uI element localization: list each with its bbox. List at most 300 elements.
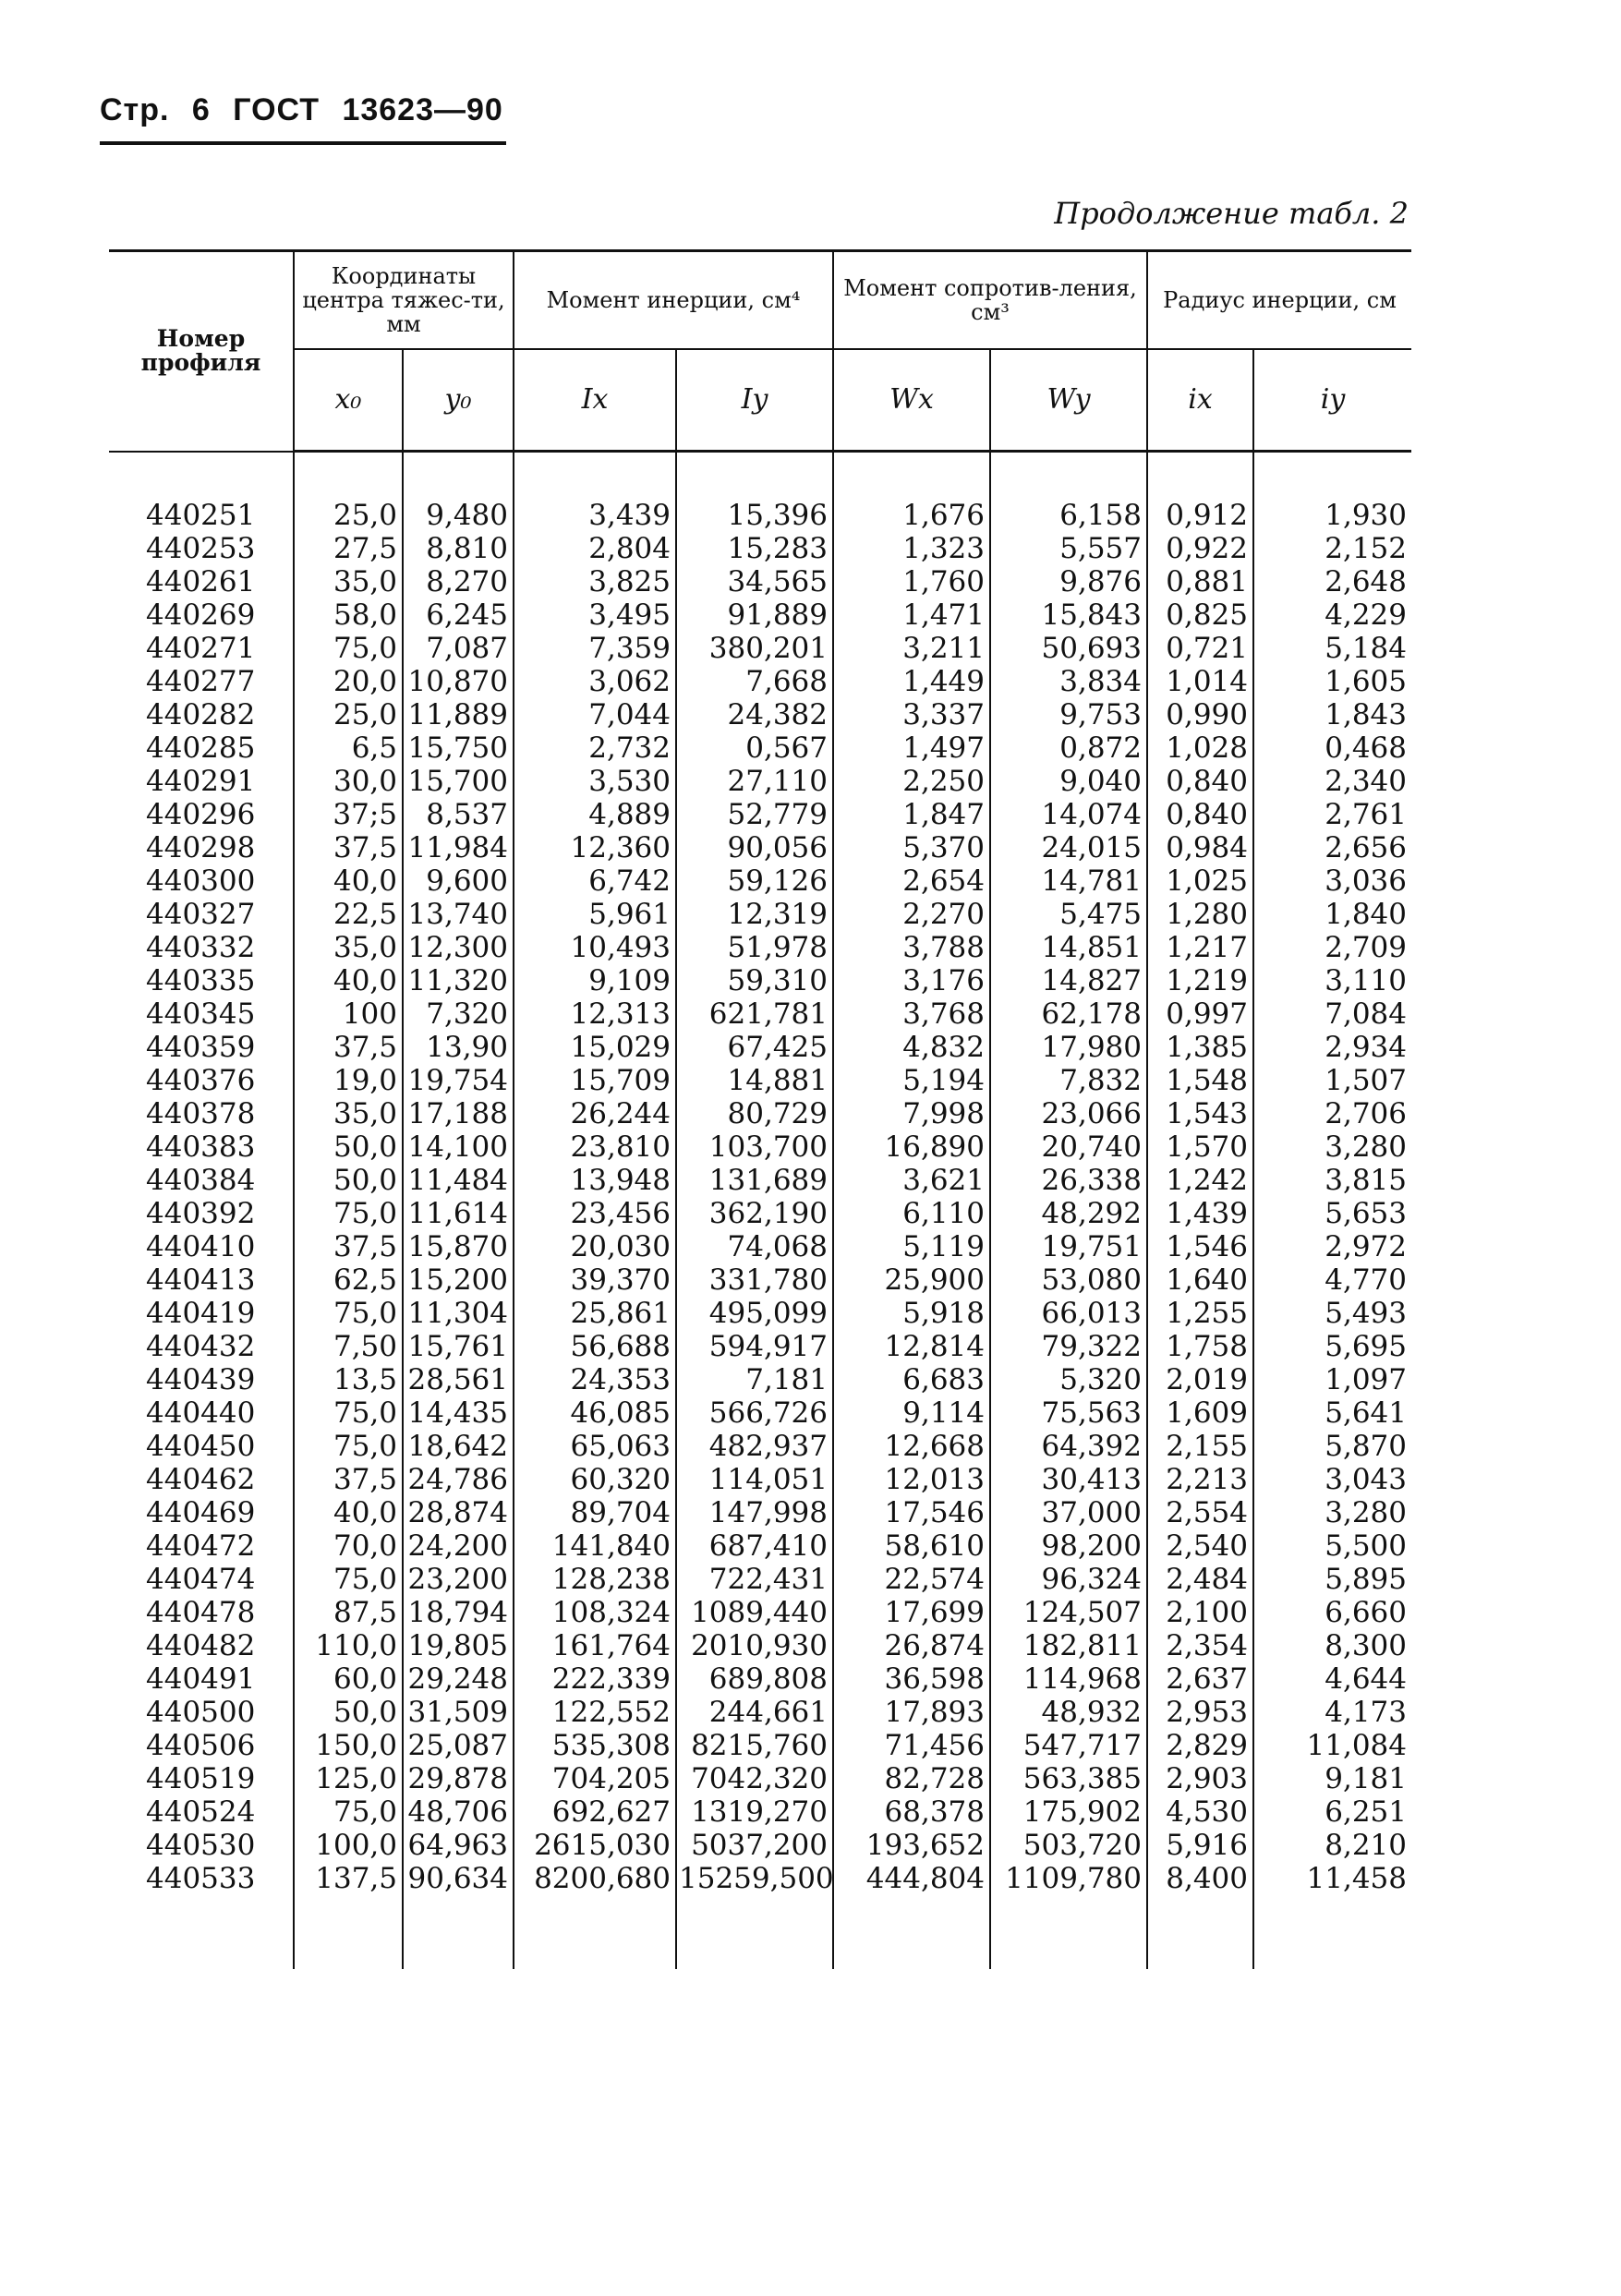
table-row bbox=[109, 1596, 1411, 1629]
value-cell: 331,780 bbox=[676, 1263, 833, 1297]
value-cell: 22,5 bbox=[294, 898, 403, 931]
value-cell: 137,5 bbox=[294, 1862, 403, 1895]
value-cell: 1,097 bbox=[1253, 1363, 1411, 1396]
value-cell: 12,319 bbox=[676, 898, 833, 931]
page-header bbox=[100, 92, 516, 128]
profile-number-cell: 440530 bbox=[146, 1829, 256, 1862]
value-cell: 23,456 bbox=[514, 1197, 676, 1230]
profile-number-cell: 440261 bbox=[146, 565, 256, 598]
spacer-cell bbox=[833, 452, 990, 500]
value-cell: 24,200 bbox=[403, 1529, 514, 1563]
value-cell: 1,507 bbox=[1253, 1064, 1411, 1097]
value-cell: 0,990 bbox=[1147, 698, 1253, 731]
value-cell: 1,242 bbox=[1147, 1164, 1253, 1197]
value-cell: 692,627 bbox=[514, 1795, 676, 1829]
profile-number-cell: 440519 bbox=[146, 1762, 256, 1795]
value-cell: 1,385 bbox=[1147, 1031, 1253, 1064]
value-cell: 7042,320 bbox=[676, 1762, 833, 1795]
spacer-cell bbox=[990, 452, 1147, 500]
value-cell: 15,750 bbox=[403, 731, 514, 765]
profile-number-cell: 440419 bbox=[146, 1297, 256, 1330]
value-cell: 67,425 bbox=[676, 1031, 833, 1064]
value-cell: 20,740 bbox=[990, 1130, 1147, 1164]
value-cell: 6,5 bbox=[294, 731, 403, 765]
spacer-cell bbox=[514, 452, 676, 500]
value-cell: 2,953 bbox=[1147, 1696, 1253, 1729]
value-cell: 125,0 bbox=[294, 1762, 403, 1795]
table-row bbox=[109, 1097, 1411, 1130]
value-cell: 7,359 bbox=[514, 632, 676, 665]
value-cell: 51,978 bbox=[676, 931, 833, 964]
value-cell: 2,354 bbox=[1147, 1629, 1253, 1662]
table-row bbox=[109, 1363, 1411, 1396]
value-cell: 48,292 bbox=[990, 1197, 1147, 1230]
value-cell: 222,339 bbox=[514, 1662, 676, 1696]
value-cell: 5,895 bbox=[1253, 1563, 1411, 1596]
table-spacer-row bbox=[109, 452, 1411, 500]
value-cell: 9,753 bbox=[990, 698, 1147, 731]
value-cell: 34,565 bbox=[676, 565, 833, 598]
subheader-iy-inertia: Iy bbox=[676, 349, 833, 452]
value-cell: 2,654 bbox=[833, 864, 990, 898]
value-cell: 2,829 bbox=[1147, 1729, 1253, 1762]
value-cell: 482,937 bbox=[676, 1430, 833, 1463]
table-row bbox=[109, 1696, 1411, 1729]
value-cell: 14,851 bbox=[990, 931, 1147, 964]
profile-number-cell: 440296 bbox=[146, 798, 256, 831]
value-cell: 96,324 bbox=[990, 1563, 1147, 1596]
value-cell: 39,370 bbox=[514, 1263, 676, 1297]
value-cell: 1,255 bbox=[1147, 1297, 1253, 1330]
value-cell: 141,840 bbox=[514, 1529, 676, 1563]
value-cell: 687,410 bbox=[676, 1529, 833, 1563]
table-row bbox=[109, 1230, 1411, 1263]
value-cell: 7,181 bbox=[676, 1363, 833, 1396]
value-cell: 3,062 bbox=[514, 665, 676, 698]
value-cell: 11,304 bbox=[403, 1297, 514, 1330]
profile-number-cell: 440533 bbox=[146, 1862, 256, 1895]
value-cell: 3,495 bbox=[514, 598, 676, 632]
value-cell: 5,918 bbox=[833, 1297, 990, 1330]
value-cell: 1,605 bbox=[1253, 665, 1411, 698]
table-row bbox=[109, 532, 1411, 565]
value-cell: 4,644 bbox=[1253, 1662, 1411, 1696]
value-cell: 2,903 bbox=[1147, 1762, 1253, 1795]
value-cell: 6,683 bbox=[833, 1363, 990, 1396]
value-cell: 27,110 bbox=[676, 765, 833, 798]
value-cell: 15,761 bbox=[403, 1330, 514, 1363]
value-cell: 2,648 bbox=[1253, 565, 1411, 598]
value-cell: 4,173 bbox=[1253, 1696, 1411, 1729]
value-cell: 35,0 bbox=[294, 931, 403, 964]
table-row bbox=[109, 565, 1411, 598]
value-cell: 704,205 bbox=[514, 1762, 676, 1795]
value-cell: 1109,780 bbox=[990, 1862, 1147, 1895]
table-row bbox=[109, 1629, 1411, 1662]
value-cell: 8,400 bbox=[1147, 1862, 1253, 1895]
value-cell: 6,251 bbox=[1253, 1795, 1411, 1829]
profile-number-cell: 440474 bbox=[146, 1563, 256, 1596]
value-cell: 31,509 bbox=[403, 1696, 514, 1729]
value-cell: 1,847 bbox=[833, 798, 990, 831]
profile-number-cell: 440251 bbox=[146, 499, 256, 532]
value-cell: 362,190 bbox=[676, 1197, 833, 1230]
profile-number-cell: 440376 bbox=[146, 1064, 256, 1097]
table-row bbox=[109, 1164, 1411, 1197]
profile-number-cell: 440472 bbox=[146, 1529, 256, 1563]
table-row bbox=[109, 499, 1411, 532]
profile-number-cell: 440291 bbox=[146, 765, 256, 798]
value-cell: 380,201 bbox=[676, 632, 833, 665]
value-cell: 30,0 bbox=[294, 765, 403, 798]
value-cell: 1,843 bbox=[1253, 698, 1411, 731]
value-cell: 5,119 bbox=[833, 1230, 990, 1263]
value-cell: 7,832 bbox=[990, 1064, 1147, 1097]
spacer-cell bbox=[403, 1895, 514, 1969]
table-row bbox=[109, 698, 1411, 731]
value-cell: 1,439 bbox=[1147, 1197, 1253, 1230]
table-row bbox=[109, 1031, 1411, 1064]
value-cell: 594,917 bbox=[676, 1330, 833, 1363]
value-cell: 1,840 bbox=[1253, 898, 1411, 931]
value-cell: 244,661 bbox=[676, 1696, 833, 1729]
value-cell: 5,500 bbox=[1253, 1529, 1411, 1563]
value-cell: 48,932 bbox=[990, 1696, 1147, 1729]
value-cell: 9,040 bbox=[990, 765, 1147, 798]
value-cell: 0,825 bbox=[1147, 598, 1253, 632]
profile-number-cell: 440469 bbox=[146, 1496, 256, 1529]
value-cell: 70,0 bbox=[294, 1529, 403, 1563]
value-cell: 2,934 bbox=[1253, 1031, 1411, 1064]
value-cell: 5,320 bbox=[990, 1363, 1147, 1396]
table-spacer-row bbox=[109, 1895, 1411, 1969]
value-cell: 37,5 bbox=[294, 1031, 403, 1064]
value-cell: 621,781 bbox=[676, 997, 833, 1031]
value-cell: 82,728 bbox=[833, 1762, 990, 1795]
value-cell: 3,621 bbox=[833, 1164, 990, 1197]
value-cell: 71,456 bbox=[833, 1729, 990, 1762]
value-cell: 36,598 bbox=[833, 1662, 990, 1696]
value-cell: 3,036 bbox=[1253, 864, 1411, 898]
value-cell: 13,740 bbox=[403, 898, 514, 931]
value-cell: 1,548 bbox=[1147, 1064, 1253, 1097]
value-cell: 3,043 bbox=[1253, 1463, 1411, 1496]
value-cell: 17,893 bbox=[833, 1696, 990, 1729]
value-cell: 131,689 bbox=[676, 1164, 833, 1197]
value-cell: 4,229 bbox=[1253, 598, 1411, 632]
spacer-cell bbox=[1253, 1895, 1411, 1969]
subheader-x0: x₀ bbox=[294, 349, 403, 452]
header-profile-number: Номер профиля bbox=[109, 251, 294, 452]
value-cell: 2,540 bbox=[1147, 1529, 1253, 1563]
table-row bbox=[109, 1762, 1411, 1795]
value-cell: 9,480 bbox=[403, 499, 514, 532]
profile-number-cell: 440384 bbox=[146, 1164, 256, 1197]
value-cell: 62,5 bbox=[294, 1263, 403, 1297]
value-cell: 2,732 bbox=[514, 731, 676, 765]
profile-number-cell: 440462 bbox=[146, 1463, 256, 1496]
value-cell: 46,085 bbox=[514, 1396, 676, 1430]
value-cell: 64,392 bbox=[990, 1430, 1147, 1463]
value-cell: 74,068 bbox=[676, 1230, 833, 1263]
subheader-ix-radius: ix bbox=[1147, 349, 1253, 452]
standard-name: ГОСТ bbox=[233, 92, 320, 127]
value-cell: 8215,760 bbox=[676, 1729, 833, 1762]
table-row bbox=[109, 598, 1411, 632]
value-cell: 1,028 bbox=[1147, 731, 1253, 765]
value-cell: 25,900 bbox=[833, 1263, 990, 1297]
value-cell: 4,889 bbox=[514, 798, 676, 831]
value-cell: 8,270 bbox=[403, 565, 514, 598]
profile-number-cell: 440478 bbox=[146, 1596, 256, 1629]
value-cell: 2,270 bbox=[833, 898, 990, 931]
value-cell: 15,709 bbox=[514, 1064, 676, 1097]
value-cell: 14,827 bbox=[990, 964, 1147, 997]
value-cell: 0,922 bbox=[1147, 532, 1253, 565]
spacer-cell bbox=[294, 452, 403, 500]
value-cell: 5,653 bbox=[1253, 1197, 1411, 1230]
profile-number-cell: 440450 bbox=[146, 1430, 256, 1463]
value-cell: 89,704 bbox=[514, 1496, 676, 1529]
value-cell: 58,610 bbox=[833, 1529, 990, 1563]
table-row bbox=[109, 1563, 1411, 1596]
value-cell: 1,449 bbox=[833, 665, 990, 698]
value-cell: 100 bbox=[294, 997, 403, 1031]
header-radius-of-gyration: Радиус инерции, см bbox=[1147, 251, 1411, 350]
spacer-cell bbox=[676, 452, 833, 500]
value-cell: 15,396 bbox=[676, 499, 833, 532]
table-row bbox=[109, 798, 1411, 831]
value-cell: 29,248 bbox=[403, 1662, 514, 1696]
profile-number-cell: 440500 bbox=[146, 1696, 256, 1729]
value-cell: 50,0 bbox=[294, 1164, 403, 1197]
value-cell: 14,781 bbox=[990, 864, 1147, 898]
data-table-container bbox=[109, 249, 1411, 1969]
value-cell: 15,843 bbox=[990, 598, 1147, 632]
value-cell: 535,308 bbox=[514, 1729, 676, 1762]
value-cell: 5,557 bbox=[990, 532, 1147, 565]
value-cell: 124,507 bbox=[990, 1596, 1147, 1629]
table-row bbox=[109, 831, 1411, 864]
table-row bbox=[109, 1130, 1411, 1164]
profile-number-cell: 440413 bbox=[146, 1263, 256, 1297]
value-cell: 8,210 bbox=[1253, 1829, 1411, 1862]
profile-number-cell: 440271 bbox=[146, 632, 256, 665]
value-cell: 28,874 bbox=[403, 1496, 514, 1529]
page-number: 6 bbox=[191, 92, 211, 127]
value-cell: 14,074 bbox=[990, 798, 1147, 831]
value-cell: 150,0 bbox=[294, 1729, 403, 1762]
value-cell: 50,0 bbox=[294, 1696, 403, 1729]
value-cell: 80,729 bbox=[676, 1097, 833, 1130]
table-row bbox=[109, 1430, 1411, 1463]
value-cell: 108,324 bbox=[514, 1596, 676, 1629]
table-body bbox=[109, 452, 1411, 1970]
value-cell: 2,100 bbox=[1147, 1596, 1253, 1629]
value-cell: 0,840 bbox=[1147, 765, 1253, 798]
value-cell: 10,493 bbox=[514, 931, 676, 964]
value-cell: 2,213 bbox=[1147, 1463, 1253, 1496]
spacer-cell bbox=[1147, 1895, 1253, 1969]
value-cell: 5,475 bbox=[990, 898, 1147, 931]
value-cell: 13,948 bbox=[514, 1164, 676, 1197]
table-row bbox=[109, 1197, 1411, 1230]
value-cell: 7,044 bbox=[514, 698, 676, 731]
value-cell: 79,322 bbox=[990, 1330, 1147, 1363]
value-cell: 15,700 bbox=[403, 765, 514, 798]
value-cell: 1,219 bbox=[1147, 964, 1253, 997]
value-cell: 8,810 bbox=[403, 532, 514, 565]
header-centroid: Координаты центра тяжес-ти, мм bbox=[294, 251, 514, 350]
value-cell: 2,972 bbox=[1253, 1230, 1411, 1263]
value-cell: 19,754 bbox=[403, 1064, 514, 1097]
table-row bbox=[109, 1529, 1411, 1563]
value-cell: 5,870 bbox=[1253, 1430, 1411, 1463]
profile-number-cell: 440285 bbox=[146, 731, 256, 765]
value-cell: 1319,270 bbox=[676, 1795, 833, 1829]
profile-number-cell: 440298 bbox=[146, 831, 256, 864]
value-cell: 68,378 bbox=[833, 1795, 990, 1829]
value-cell: 11,984 bbox=[403, 831, 514, 864]
value-cell: 566,726 bbox=[676, 1396, 833, 1430]
header-rule bbox=[100, 141, 506, 145]
value-cell: 26,338 bbox=[990, 1164, 1147, 1197]
value-cell: 48,706 bbox=[403, 1795, 514, 1829]
value-cell: 15,870 bbox=[403, 1230, 514, 1263]
value-cell: 114,968 bbox=[990, 1662, 1147, 1696]
value-cell: 75,0 bbox=[294, 1297, 403, 1330]
value-cell: 25,087 bbox=[403, 1729, 514, 1762]
table-row bbox=[109, 864, 1411, 898]
value-cell: 2,554 bbox=[1147, 1496, 1253, 1529]
table-row bbox=[109, 1829, 1411, 1862]
value-cell: 2,804 bbox=[514, 532, 676, 565]
value-cell: 15,283 bbox=[676, 532, 833, 565]
value-cell: 25,0 bbox=[294, 499, 403, 532]
value-cell: 5,493 bbox=[1253, 1297, 1411, 1330]
value-cell: 7,320 bbox=[403, 997, 514, 1031]
value-cell: 1,676 bbox=[833, 499, 990, 532]
table-row bbox=[109, 1297, 1411, 1330]
value-cell: 1,609 bbox=[1147, 1396, 1253, 1430]
value-cell: 15,029 bbox=[514, 1031, 676, 1064]
value-cell: 37,000 bbox=[990, 1496, 1147, 1529]
value-cell: 689,808 bbox=[676, 1662, 833, 1696]
value-cell: 26,874 bbox=[833, 1629, 990, 1662]
value-cell: 2,340 bbox=[1253, 765, 1411, 798]
value-cell: 24,353 bbox=[514, 1363, 676, 1396]
value-cell: 11,084 bbox=[1253, 1729, 1411, 1762]
value-cell: 2,250 bbox=[833, 765, 990, 798]
value-cell: 2,706 bbox=[1253, 1097, 1411, 1130]
profile-number-cell: 440335 bbox=[146, 964, 256, 997]
value-cell: 444,804 bbox=[833, 1862, 990, 1895]
table-row bbox=[109, 1862, 1411, 1895]
value-cell: 5,370 bbox=[833, 831, 990, 864]
value-cell: 20,0 bbox=[294, 665, 403, 698]
value-cell: 90,056 bbox=[676, 831, 833, 864]
value-cell: 2,709 bbox=[1253, 931, 1411, 964]
value-cell: 7,087 bbox=[403, 632, 514, 665]
profile-number-cell: 440277 bbox=[146, 665, 256, 698]
value-cell: 18,794 bbox=[403, 1596, 514, 1629]
value-cell: 0,881 bbox=[1147, 565, 1253, 598]
value-cell: 53,080 bbox=[990, 1263, 1147, 1297]
value-cell: 12,360 bbox=[514, 831, 676, 864]
table-row bbox=[109, 1396, 1411, 1430]
value-cell: 27,5 bbox=[294, 532, 403, 565]
value-cell: 12,814 bbox=[833, 1330, 990, 1363]
table-row bbox=[109, 731, 1411, 765]
value-cell: 9,600 bbox=[403, 864, 514, 898]
value-cell: 75,0 bbox=[294, 1430, 403, 1463]
value-cell: 2010,930 bbox=[676, 1629, 833, 1662]
value-cell: 24,382 bbox=[676, 698, 833, 731]
spacer-cell bbox=[514, 1895, 676, 1969]
value-cell: 5037,200 bbox=[676, 1829, 833, 1862]
profile-number-cell: 440327 bbox=[146, 898, 256, 931]
value-cell: 114,051 bbox=[676, 1463, 833, 1496]
table-row bbox=[109, 665, 1411, 698]
value-cell: 9,109 bbox=[514, 964, 676, 997]
table-row bbox=[109, 632, 1411, 665]
profile-number-cell: 440332 bbox=[146, 931, 256, 964]
value-cell: 4,770 bbox=[1253, 1263, 1411, 1297]
value-cell: 75,0 bbox=[294, 632, 403, 665]
subheader-wx: Wx bbox=[833, 349, 990, 452]
value-cell: 62,178 bbox=[990, 997, 1147, 1031]
value-cell: 2,656 bbox=[1253, 831, 1411, 864]
value-cell: 60,320 bbox=[514, 1463, 676, 1496]
value-cell: 11,458 bbox=[1253, 1862, 1411, 1895]
value-cell: 3,825 bbox=[514, 565, 676, 598]
value-cell: 91,889 bbox=[676, 598, 833, 632]
value-cell: 58,0 bbox=[294, 598, 403, 632]
value-cell: 87,5 bbox=[294, 1596, 403, 1629]
table-row bbox=[109, 997, 1411, 1031]
value-cell: 161,764 bbox=[514, 1629, 676, 1662]
value-cell: 128,238 bbox=[514, 1563, 676, 1596]
value-cell: 11,484 bbox=[403, 1164, 514, 1197]
value-cell: 11,614 bbox=[403, 1197, 514, 1230]
value-cell: 24,015 bbox=[990, 831, 1147, 864]
profile-number-cell: 440253 bbox=[146, 532, 256, 565]
value-cell: 1,760 bbox=[833, 565, 990, 598]
value-cell: 37,5 bbox=[294, 1463, 403, 1496]
header-moment-of-inertia: Момент инерции, см⁴ bbox=[514, 251, 833, 350]
table-row bbox=[109, 765, 1411, 798]
value-cell: 495,099 bbox=[676, 1297, 833, 1330]
value-cell: 1089,440 bbox=[676, 1596, 833, 1629]
value-cell: 11,320 bbox=[403, 964, 514, 997]
value-cell: 1,025 bbox=[1147, 864, 1253, 898]
value-cell: 50,693 bbox=[990, 632, 1147, 665]
spacer-cell bbox=[1147, 452, 1253, 500]
value-cell: 17,546 bbox=[833, 1496, 990, 1529]
value-cell: 0,912 bbox=[1147, 499, 1253, 532]
value-cell: 37;5 bbox=[294, 798, 403, 831]
table-row bbox=[109, 964, 1411, 997]
profile-number-cell: 440410 bbox=[146, 1230, 256, 1263]
value-cell: 3,280 bbox=[1253, 1130, 1411, 1164]
value-cell: 1,570 bbox=[1147, 1130, 1253, 1164]
value-cell: 17,699 bbox=[833, 1596, 990, 1629]
value-cell: 75,0 bbox=[294, 1396, 403, 1430]
profile-number-cell: 440282 bbox=[146, 698, 256, 731]
value-cell: 64,963 bbox=[403, 1829, 514, 1862]
table-row bbox=[109, 1330, 1411, 1363]
value-cell: 9,114 bbox=[833, 1396, 990, 1430]
